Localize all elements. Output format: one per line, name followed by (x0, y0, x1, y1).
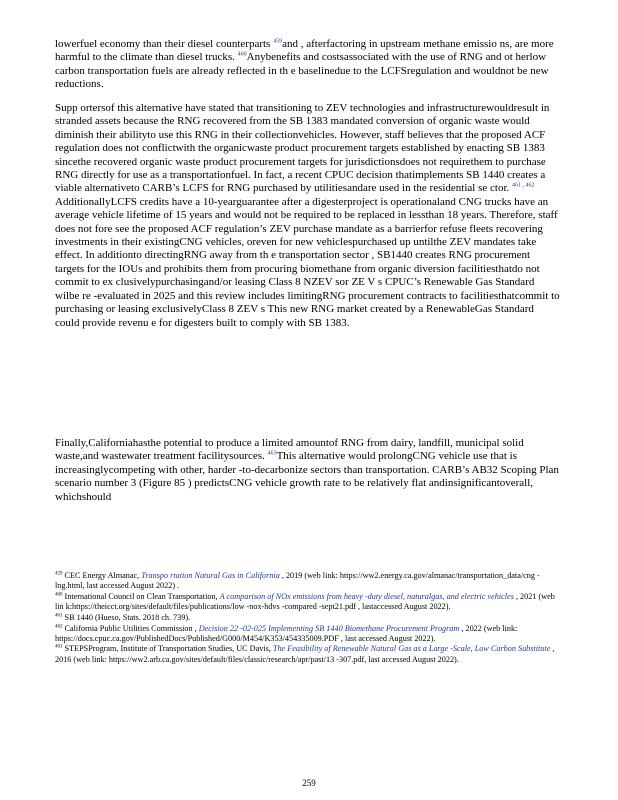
footnote-link-title[interactable]: Transpo rtation Natural Gas in California (141, 571, 280, 580)
footnote-462 (55, 624, 561, 644)
footnote-461 (55, 613, 561, 623)
paragraph-1-text-c: Anybenefits and costsassociated with the use of RNG and ot herlow carbon transportation fuels are already reflected in th e baselinedue to the LCFSregulation and wouldnot be new reductions. (55, 51, 549, 91)
footnote-460 (55, 592, 561, 612)
footnote-ref-separator: , (521, 182, 526, 189)
footnote-ref-463[interactable]: 463 (267, 450, 277, 457)
footnote-number: 460 (55, 592, 63, 598)
footnote-number: 459 (55, 571, 63, 577)
paragraph-1 (55, 38, 561, 92)
paragraph-3-text-a: Finally,Californiahasthe potential to produce a limited amountof RNG from dairy, landfill, municipal solid waste,and wastewater treatment facilitysources. (55, 437, 524, 463)
footnote-text: CEC Energy Almanac, (62, 571, 142, 580)
footnote-link-title[interactable]: The Feasibility of Renewable Natural Gas as a Large -Scale, Low Carbon Substitute (272, 644, 551, 654)
footnote-text: California Public Utilities Commission , (62, 623, 199, 633)
paragraph-2-text-b: AdditionallyLCFS credits have a 10-yearguarantee after a digesterproject is operationaland CNG trucks have an average vehicle lifetime of 15 years and would not be required to be replaced in lessthan 18 years. Therefore, staff does not fore see the proposed ACF regulation’s ZEV purchase mandate as a barrierfor refuse fleets recovering investments in their existingCNG vehicles, oreven for new vehiclespurchased up untilthe ZEV mandates take effect. In additionto directingRNG away from th e transportation sector , SB1440 creates RNG procurement targets for the IOUs and prohibits them from procuring biomethane from organic diversion facilitiesthatdo not commit to ex clusivelypurchasingand/or leasing Class 8 NZEV sor ZE V s CPUC’s Renewable Gas Standard wilbe re -evaluated in 2025 and this review includes limitingRNG procurement contracts to facilitiesthatcommit to purchasing or leasing exclusivelyClass 8 ZEV s This new RNG market created by a RenewableGas Standard could provide revenu e for digesters built to comply with SB 1383. (55, 195, 560, 329)
footnote-citation: , 2016 (web link: https://ww2.arb.ca.gov/sites/default/files/classic/research/apr/past/13 -307.pdf, last accessed August 2022). (55, 644, 555, 664)
footnote-number: 463 (55, 644, 63, 650)
footnote-citation: , 2019 (web link: https://ww2.energy.ca.gov/almanac/transportation_data/cng -lng.html, last accessed August 2022) . (55, 571, 540, 591)
footnote-ref-460[interactable]: 460 (237, 51, 247, 58)
footnote-text: STEPSProgram, Institute of Transportation Studies, UC Davis, (62, 644, 273, 654)
footnote-459 (55, 571, 561, 591)
footnote-citation: , 2021 (web lin k:https://theicct.org/sites/default/files/publications/low -nox-hdvs -compared -sept21.pdf , lastaccessed August 2022). (55, 591, 555, 612)
footnote-citation: , 2022 (web link: https://docs.cpuc.ca.gov/PublishedDocs/Published/G000/M454/K353/454335009.PDF , last accessed August 2022). (55, 623, 518, 643)
footnote-ref-462[interactable]: 462 (525, 182, 535, 189)
paragraph-2-text-a: Supp ortersof this alternative have stated that transitioning to ZEV technologies and infrastructurewouldresult in stranded assets because the RNG recovered from the SB 1383 mandated conversion of organic waste would diminish their abilityto use this RNG in their collectionvehicles. However, staff believes that the proposed ACF regulation does not conflictwith the organicwaste product procurement targets established by enacting SB 1383 sincethe recovered organic waste product procurement targets for jurisdictionsdoes not requirethem to purchase RNG directly for use as a transportationfuel. In fact, a recent CPUC decision thatimplements SB 1440 creates a viable alternativeto CARB’s LCFS for RNG purchased by utilitiesandare used in the residential se ctor. (55, 102, 550, 195)
paragraph-1-text-a: lowerfuel economy than their diesel counterparts (55, 38, 274, 50)
page-number: 259 (302, 778, 316, 788)
paragraph-2 (55, 102, 561, 330)
footnote-link-title[interactable]: Decision 22 -02-025 Implementing SB 1440 Biomethane Procurement Program (198, 623, 460, 633)
footnotes (55, 571, 561, 665)
footnote-463 (55, 644, 561, 664)
paragraph-3 (55, 437, 561, 504)
footnote-number: 462 (55, 623, 63, 629)
footnote-ref-459[interactable]: 459 (273, 38, 283, 45)
footnote-text: SB 1440 (Hueso, Stats. 2018 ch. 739). (62, 612, 191, 622)
footnote-text: International Council on Clean Transportation, (62, 591, 220, 601)
footnote-ref-461[interactable]: 461 (512, 182, 522, 189)
footnote-link-title[interactable]: A comparison of NOx emissions from heavy -duty diesel, naturalgas, and electric vehicles (219, 591, 514, 601)
footnote-number: 461 (55, 613, 63, 619)
paragraph-1-text-b: and , afterfactoring in upstream methane emissio ns, are more harmful to the climate than diesel trucks. (55, 38, 554, 64)
paragraph-3-text-b: This alternative would prolongCNG vehicle use that is increasinglycompeting with other, harder -to-decarbonize sectors than transportation. CARB’s AB32 Scoping Plan scenario number 3 (Figure 85 ) predictsCNG vehicle growth rate to be relatively flat andinsignificantoverall, whichshould (55, 450, 559, 503)
